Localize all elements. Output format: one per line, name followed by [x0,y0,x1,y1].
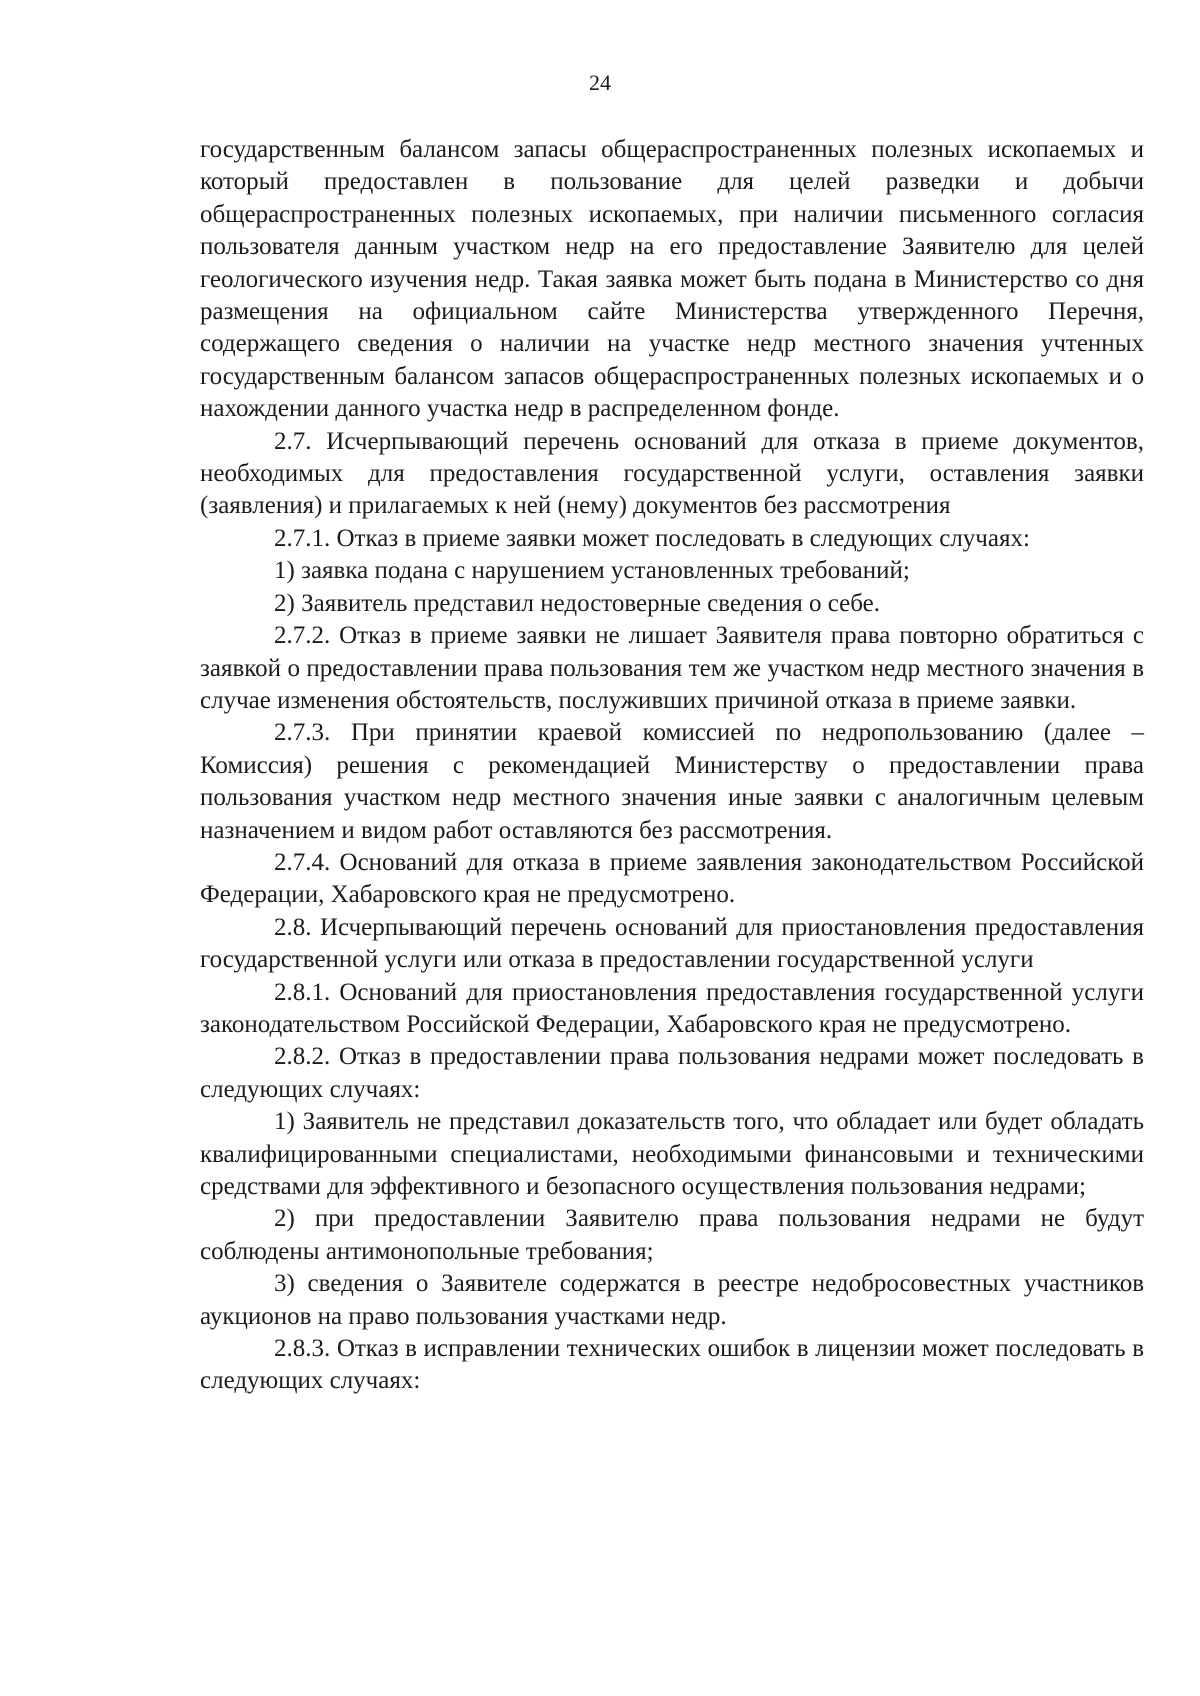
paragraph-2-8-2-item-1: 1) Заявитель не представил доказательств того, что обладает или будет обладать квалифицированными специалистами, необходимыми финансовыми и техническими средствами для эффективного и безопасного осуществления пользования недрами; [200,1108,1144,1200]
paragraph-2-8-heading: 2.8. Исчерпывающий перечень оснований для приостановления предоставления государственной услуги или отказа в предоставлении государственной услуги [200,913,1144,974]
paragraph-2-8-2-item-3: 3) сведения о Заявителе содержатся в реестре недобросовестных участников аукционов на право пользования участками недр. [200,1270,1144,1330]
document-body [200,134,1144,1398]
paragraph-continuation: государственным балансом запасы общераспространенных полезных ископаемых и который предоставлен в пользование для целей разведки и добычи общераспространенных полезных ископаемых, при наличии письменного согласия пользователя данным участком недр на его предоставление Заявителю для целей геологического изучения недр. Такая заявка может быть подана в Министерство со дня размещения на официальном сайте Министерства утвержденного Перечня, содержащего сведения о наличии на участке недр местного значения учтенных государственным балансом запасов общераспространенных полезных ископаемых и о нахождении данного участка недр в распределенном фонде. [200,136,1144,423]
paragraph-2-7-heading: 2.7. Исчерпывающий перечень оснований для отказа в приеме документов, необходимых для предоставления государственной услуги, оставления заявки (заявления) и прилагаемых к ней (нему) документов без рассмотрения [200,427,1144,520]
paragraph-2-7-3: 2.7.3. При принятии краевой комиссией по недропользованию (далее – Комиссия) решения с рекомендацией Министерству о предоставлении права пользования участком недр местного значения иные заявки с аналогичным целевым назначением и видом работ оставляются без рассмотрения. [200,719,1144,844]
paragraph-2-8-3: 2.8.3. Отказ в исправлении технических ошибок в лицензии может последовать в следующих случаях: [200,1335,1144,1395]
paragraph-2-7-1-item-1: 1) заявка подана с нарушением установленных требований; [274,557,910,585]
paragraph-2-8-1: 2.8.1. Оснований для приостановления предоставления государственной услуги законодательством Российской Федерации, Хабаровского края не предусмотрено. [200,978,1144,1038]
page-number: 24 [589,70,611,95]
paragraph-2-8-2-item-2: 2) при предоставлении Заявителю права пользования недрами не будут соблюдены антимонопольные требования; [200,1205,1144,1265]
paragraph-2-8-2: 2.8.2. Отказ в предоставлении права пользования недрами может последовать в следующих случаях: [200,1043,1144,1103]
paragraph-2-7-2: 2.7.2. Отказ в приеме заявки не лишает Заявителя права повторно обратиться с заявкой о предоставлении права пользования тем же участком недр местного значения в случае изменения обстоятельств, послуживших причиной отказа в приеме заявки. [200,622,1144,714]
paragraph-2-7-4: 2.7.4. Оснований для отказа в приеме заявления законодательством Российской Федерации, Хабаровского края не предусмотрено. [200,848,1144,909]
paragraph-2-7-1-item-2: 2) Заявитель представил недостоверные сведения о себе. [274,589,881,617]
paragraph-2-7-1: 2.7.1. Отказ в приеме заявки может последовать в следующих случаях: [274,524,1030,552]
